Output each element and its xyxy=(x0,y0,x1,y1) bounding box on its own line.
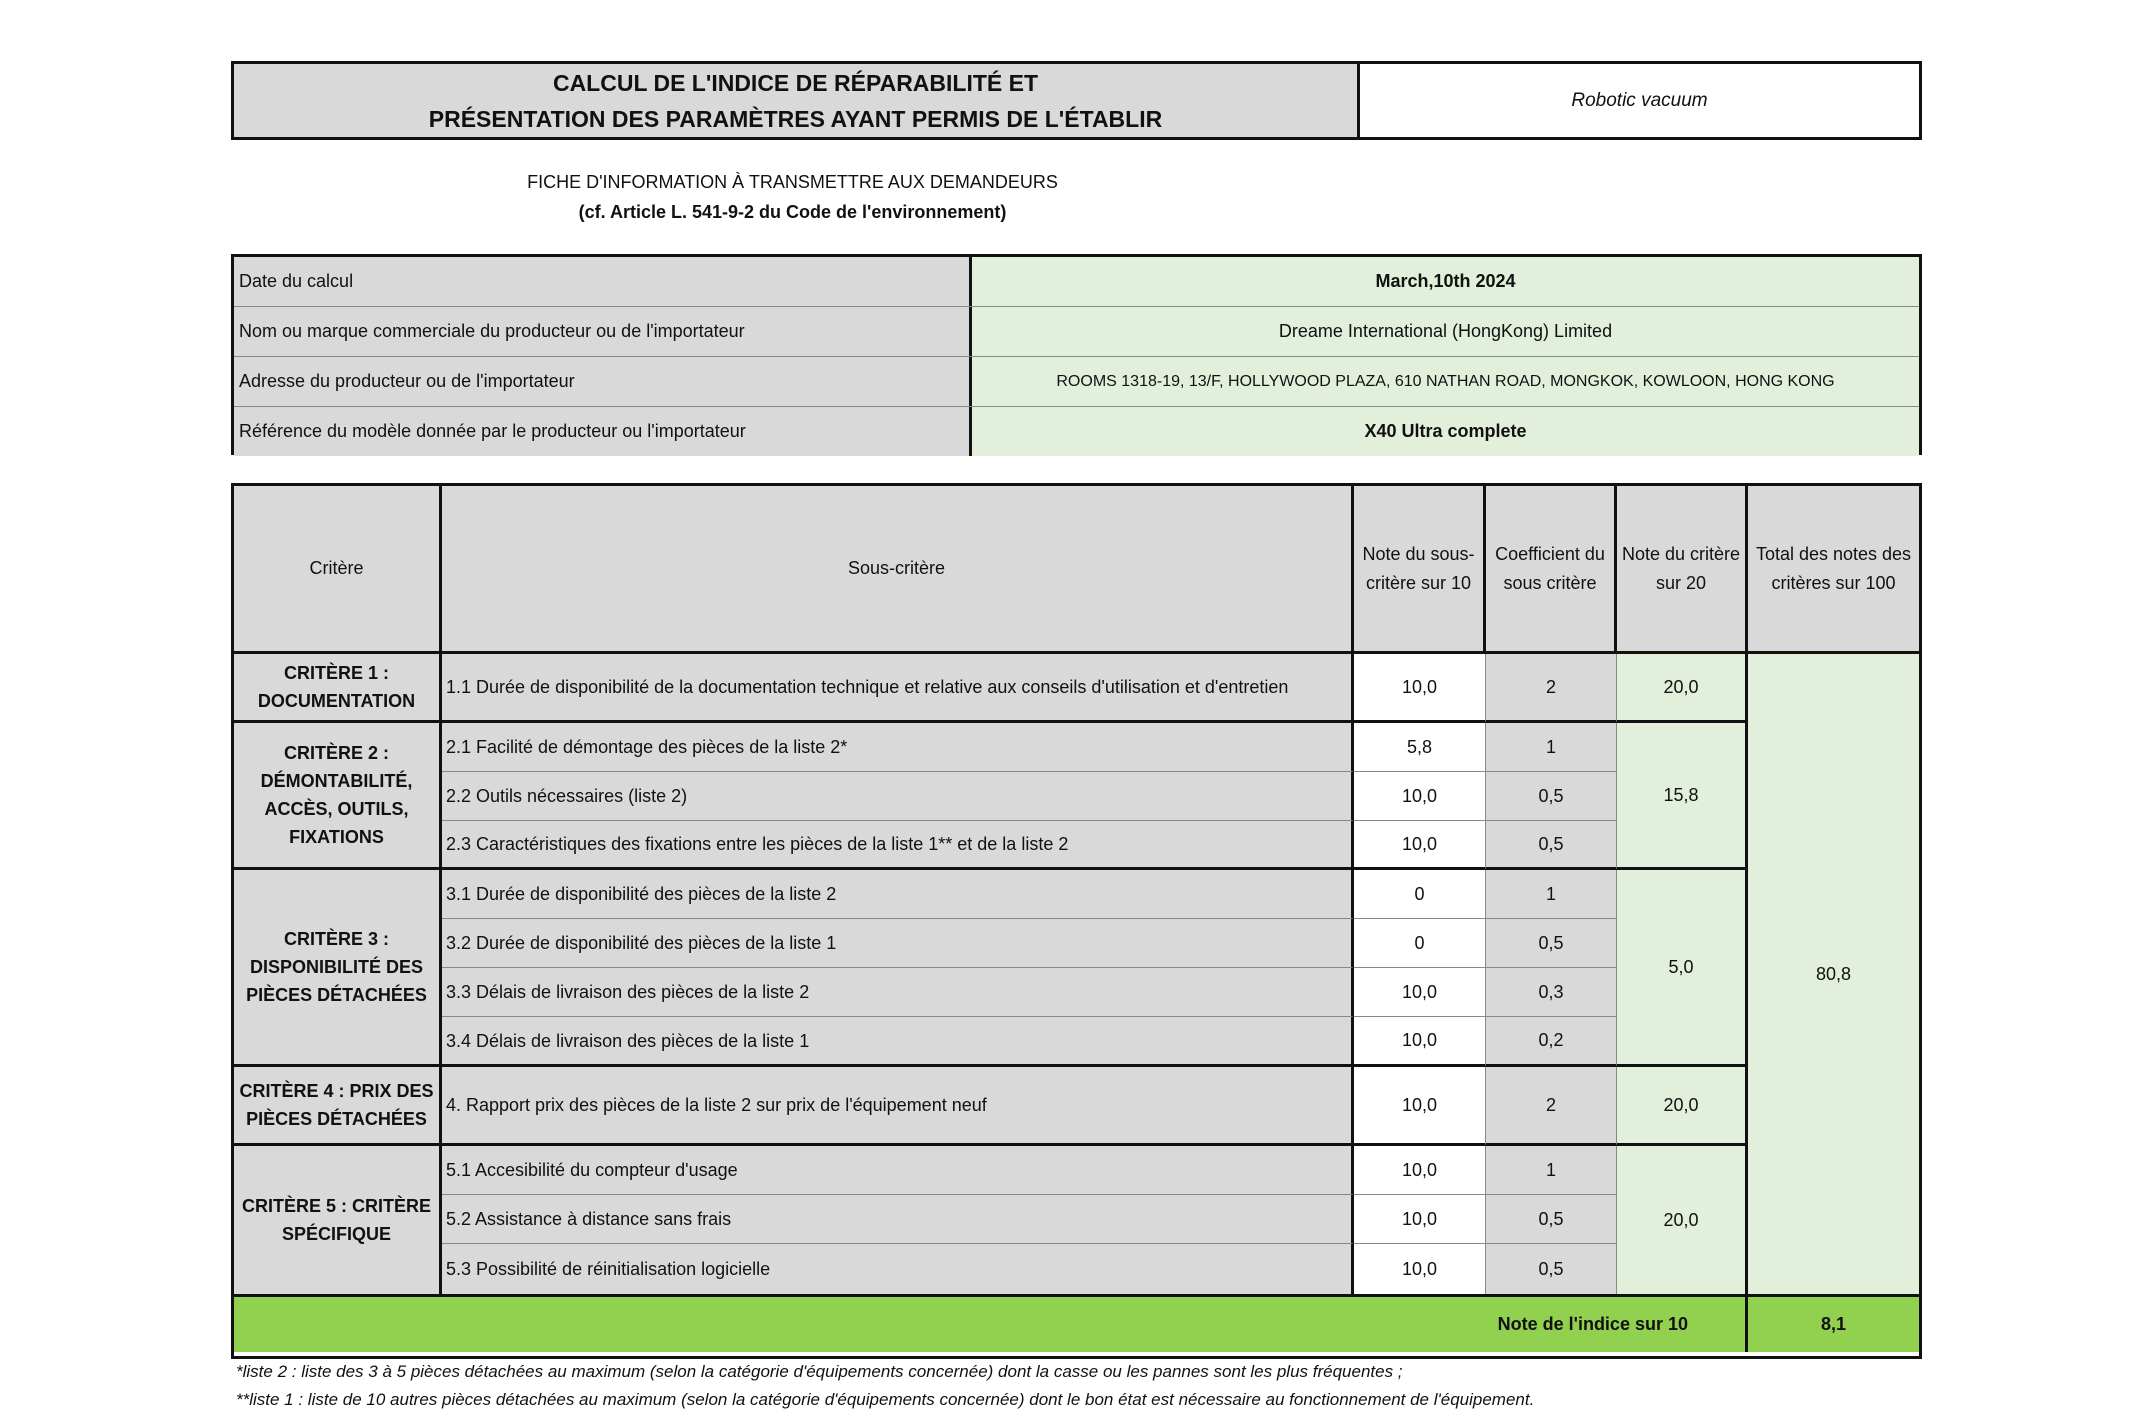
sub-criterion-note: 10,0 xyxy=(1354,1244,1486,1294)
sub-criterion-label: 2.2 Outils nécessaires (liste 2) xyxy=(442,772,1354,821)
info-table xyxy=(231,254,1922,455)
info-row-brand xyxy=(234,307,1919,357)
sub-criterion-label: 1.1 Durée de disponibilité de la documentation technique et relative aux conseils d'utilisation et d'entretien xyxy=(442,654,1354,723)
sub-criterion-label: 5.1 Accesibilité du compteur d'usage xyxy=(442,1146,1354,1195)
index-label: Note de l'indice sur 10 xyxy=(234,1294,1748,1352)
subtitle-line-2: (cf. Article L. 541-9-2 du Code de l'environnement) xyxy=(578,202,1007,222)
column-header-sous-critere: Sous-critère xyxy=(442,486,1354,654)
footnote-1: *liste 2 : liste des 3 à 5 pièces détachées au maximum (selon la catégorie d'équipements concernée) dont la casse ou les pannes sont les plus fréquentes ; xyxy=(236,1362,1403,1381)
info-value: Dreame International (HongKong) Limited xyxy=(972,307,1919,356)
document-title xyxy=(234,64,1360,137)
sub-criterion-coefficient: 0,2 xyxy=(1486,1017,1617,1067)
criterion-5-score: 20,0 xyxy=(1617,1146,1748,1294)
column-header-critere: Critère xyxy=(234,486,442,654)
info-value: March,10th 2024 xyxy=(972,257,1919,306)
sub-criterion-note: 0 xyxy=(1354,919,1486,968)
sub-criterion-coefficient: 0,5 xyxy=(1486,821,1617,870)
product-type: Robotic vacuum xyxy=(1360,64,1919,137)
sub-criterion-coefficient: 2 xyxy=(1486,654,1617,723)
info-value: X40 Ultra complete xyxy=(972,407,1919,456)
sub-criterion-coefficient: 0,5 xyxy=(1486,919,1617,968)
repairability-table xyxy=(231,483,1922,1359)
criterion-2: CRITÈRE 2 : DÉMONTABILITÉ, ACCÈS, OUTILS, FIXATIONS xyxy=(234,723,442,870)
info-row-address xyxy=(234,357,1919,407)
sub-criterion-note: 10,0 xyxy=(1354,1146,1486,1195)
sub-criterion-note: 10,0 xyxy=(1354,654,1486,723)
sub-criterion-note: 10,0 xyxy=(1354,1195,1486,1244)
sub-criterion-note: 10,0 xyxy=(1354,1067,1486,1146)
info-label: Adresse du producteur ou de l'importateur xyxy=(234,357,972,406)
title-line-1: CALCUL DE L'INDICE DE RÉPARABILITÉ ET xyxy=(552,69,1039,96)
criterion-3: CRITÈRE 3 : DISPONIBILITÉ DES PIÈCES DÉTACHÉES xyxy=(234,870,442,1067)
sub-criterion-label: 3.2 Durée de disponibilité des pièces de la liste 1 xyxy=(442,919,1354,968)
total-score: 80,8 xyxy=(1748,654,1919,1294)
criterion-3-score: 5,0 xyxy=(1617,870,1748,1067)
sub-criterion-label: 2.1 Facilité de démontage des pièces de la liste 2* xyxy=(442,723,1354,772)
document-header xyxy=(231,61,1922,140)
sub-criterion-label: 5.2 Assistance à distance sans frais xyxy=(442,1195,1354,1244)
sub-criterion-coefficient: 0,5 xyxy=(1486,1195,1617,1244)
column-header-coefficient: Coefficient du sous critère xyxy=(1486,486,1617,654)
subtitle-line-1: FICHE D'INFORMATION À TRANSMETTRE AUX DEMANDEURS xyxy=(527,172,1058,192)
column-header-note-sous-critere: Note du sous-critère sur 10 xyxy=(1354,486,1486,654)
criterion-5: CRITÈRE 5 : CRITÈRE SPÉCIFIQUE xyxy=(234,1146,442,1294)
sub-criterion-label: 3.1 Durée de disponibilité des pièces de la liste 2 xyxy=(442,870,1354,919)
footnotes xyxy=(236,1358,1534,1414)
criterion-2-score: 15,8 xyxy=(1617,723,1748,870)
info-label: Nom ou marque commerciale du producteur ou de l'importateur xyxy=(234,307,972,356)
info-label: Date du calcul xyxy=(234,257,972,306)
sub-criterion-note: 10,0 xyxy=(1354,1017,1486,1067)
sub-criterion-coefficient: 2 xyxy=(1486,1067,1617,1146)
sub-criterion-note: 10,0 xyxy=(1354,821,1486,870)
column-header-total: Total des notes des critères sur 100 xyxy=(1748,486,1919,654)
column-header-note-critere: Note du critère sur 20 xyxy=(1617,486,1748,654)
sub-criterion-note: 10,0 xyxy=(1354,772,1486,821)
info-row-date xyxy=(234,257,1919,307)
sub-criterion-note: 10,0 xyxy=(1354,968,1486,1017)
info-value: ROOMS 1318-19, 13/F, HOLLYWOOD PLAZA, 610 NATHAN ROAD, MONGKOK, KOWLOON, HONG KONG xyxy=(972,357,1919,406)
sub-criterion-label: 2.3 Caractéristiques des fixations entre les pièces de la liste 1** et de la liste 2 xyxy=(442,821,1354,870)
sub-criterion-label: 3.4 Délais de livraison des pièces de la liste 1 xyxy=(442,1017,1354,1067)
footnote-2: **liste 1 : liste de 10 autres pièces détachées au maximum (selon la catégorie d'équipements concernée) dont le bon état est nécessaire au fonctionnement de l'équipement. xyxy=(236,1390,1535,1409)
sub-criterion-coefficient: 1 xyxy=(1486,1146,1617,1195)
sub-criterion-coefficient: 0,5 xyxy=(1486,772,1617,821)
sub-criterion-note: 0 xyxy=(1354,870,1486,919)
sub-criterion-coefficient: 0,5 xyxy=(1486,1244,1617,1294)
sub-criterion-label: 4. Rapport prix des pièces de la liste 2 sur prix de l'équipement neuf xyxy=(442,1067,1354,1146)
info-label: Référence du modèle donnée par le producteur ou l'importateur xyxy=(234,407,972,456)
sub-criterion-label: 5.3 Possibilité de réinitialisation logicielle xyxy=(442,1244,1354,1294)
criterion-1-score: 20,0 xyxy=(1617,654,1748,723)
sub-criterion-coefficient: 0,3 xyxy=(1486,968,1617,1017)
sub-criterion-coefficient: 1 xyxy=(1486,723,1617,772)
index-value: 8,1 xyxy=(1748,1294,1919,1352)
sub-criterion-coefficient: 1 xyxy=(1486,870,1617,919)
title-line-2: PRÉSENTATION DES PARAMÈTRES AYANT PERMIS DE L'ÉTABLIR xyxy=(428,105,1163,132)
criterion-1: CRITÈRE 1 : DOCUMENTATION xyxy=(234,654,442,723)
criterion-4: CRITÈRE 4 : PRIX DES PIÈCES DÉTACHÉES xyxy=(234,1067,442,1146)
sub-criterion-label: 3.3 Délais de livraison des pièces de la liste 2 xyxy=(442,968,1354,1017)
criterion-4-score: 20,0 xyxy=(1617,1067,1748,1146)
info-row-model xyxy=(234,407,1919,456)
subtitle xyxy=(231,167,1354,227)
sub-criterion-note: 5,8 xyxy=(1354,723,1486,772)
